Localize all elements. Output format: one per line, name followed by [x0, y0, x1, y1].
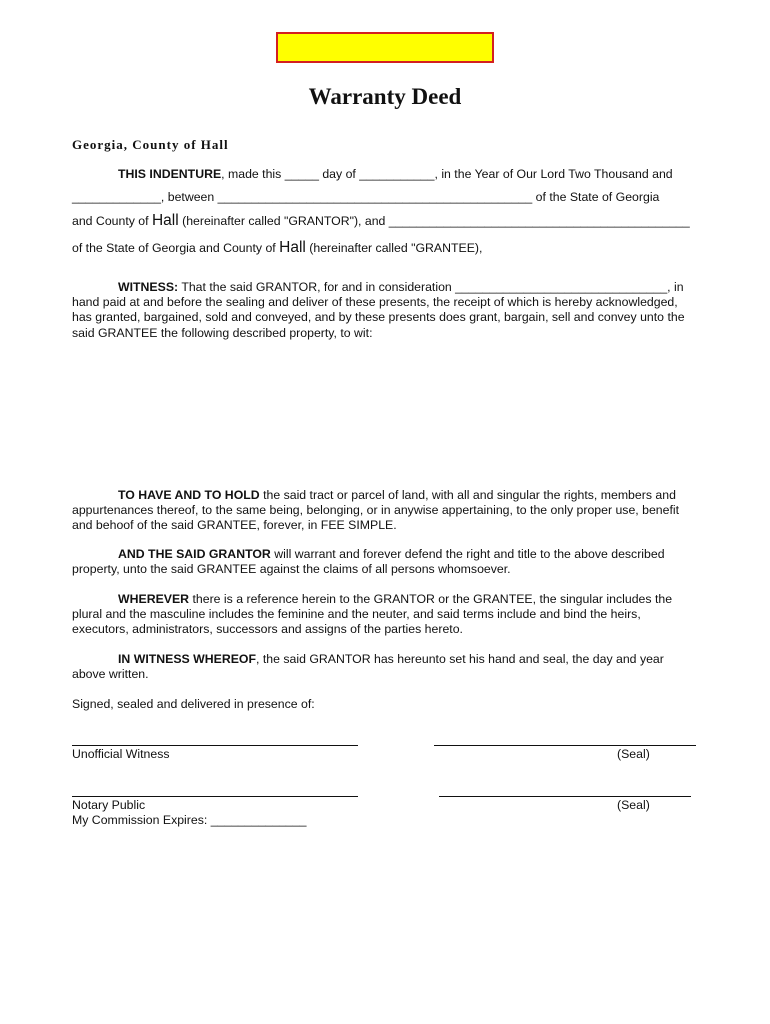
wherever-text: there is a reference herein to the GRANTOR or the GRANTEE, the singular includes the plural and the masculine includes the feminine and the neuter, and said terms include and bind the heirs, executors, administrators, successors and assigns of the parties hereto.	[72, 592, 673, 637]
notary-signature-line	[72, 796, 358, 797]
indenture-line-4-a: of the State of Georgia and County of	[72, 241, 280, 255]
indenture-line-1	[118, 167, 673, 182]
grantee-county: Hall	[279, 239, 306, 256]
witness-paragraph	[72, 280, 700, 341]
warranty-text: will warrant and forever defend the right and title to the above described property, unto the said GRANTEE against the claims of all persons whomsoever.	[72, 547, 665, 577]
signed-line: Signed, sealed and delivered in presence of:	[72, 697, 315, 711]
indenture-line-4-b: (hereinafter called "GRANTEE),	[305, 241, 483, 255]
in-witness-lead: IN WITNESS WHEREOF	[118, 652, 256, 666]
in-witness-text: , the said GRANTOR has hereunto set his hand and seal, the day and year above written.	[72, 652, 664, 682]
indenture-line-2: _____________, between ______________________________________________ of the State of Georgia	[72, 190, 660, 204]
indenture-line-3-a: and County of	[72, 214, 152, 228]
witness-text: That the said GRANTOR, for and in consideration _______________________________, in hand paid at and before the sealing and deliver of these presents, the receipt of which is hereby acknowledged, has granted, bargained, sold and conveyed, and by these presents does grant, bargain, sell and convey unto the said GRANTEE the following described property, to wit:	[72, 280, 685, 340]
notary-label: Notary Public	[72, 798, 146, 812]
highlight-box	[276, 32, 494, 63]
warranty-paragraph	[72, 547, 700, 577]
indenture-line-1-text: , made this _____ day of ___________, in the Year of Our Lord Two Thousand and	[221, 167, 673, 181]
indenture-line-4	[72, 240, 482, 256]
grantor-county: Hall	[151, 212, 179, 229]
wherever-lead: WHEREVER	[118, 592, 190, 606]
to-have-lead: TO HAVE AND TO HOLD	[118, 488, 260, 502]
to-have-paragraph	[72, 488, 700, 534]
witness-label: Unofficial Witness	[72, 747, 170, 761]
commission-expires: My Commission Expires: ______________	[72, 813, 307, 827]
indenture-line-3	[72, 213, 690, 229]
witness-signature-line	[72, 745, 358, 746]
in-witness-paragraph	[72, 652, 700, 682]
county-heading: Georgia, County of Hall	[72, 137, 229, 152]
grantor-signature-line-1	[434, 745, 696, 746]
wherever-paragraph	[72, 592, 700, 638]
indenture-line-3-b: (hereinafter called "GRANTOR"), and ____________________________________________	[178, 214, 690, 228]
warranty-lead: AND THE SAID GRANTOR	[118, 547, 271, 561]
seal-label-1: (Seal)	[617, 747, 650, 761]
witness-lead: WITNESS:	[118, 280, 179, 294]
seal-label-2: (Seal)	[617, 798, 650, 812]
grantor-signature-line-2	[439, 796, 691, 797]
page-title: Warranty Deed	[308, 84, 462, 109]
to-have-text: the said tract or parcel of land, with all and singular the rights, members and appurtenances thereof, to the same being, belonging, or in anywise appertaining, to the only proper use, benefit and behoof of the said GRANTEE, forever, in FEE SIMPLE.	[72, 488, 680, 533]
indenture-lead: THIS INDENTURE	[118, 167, 222, 181]
